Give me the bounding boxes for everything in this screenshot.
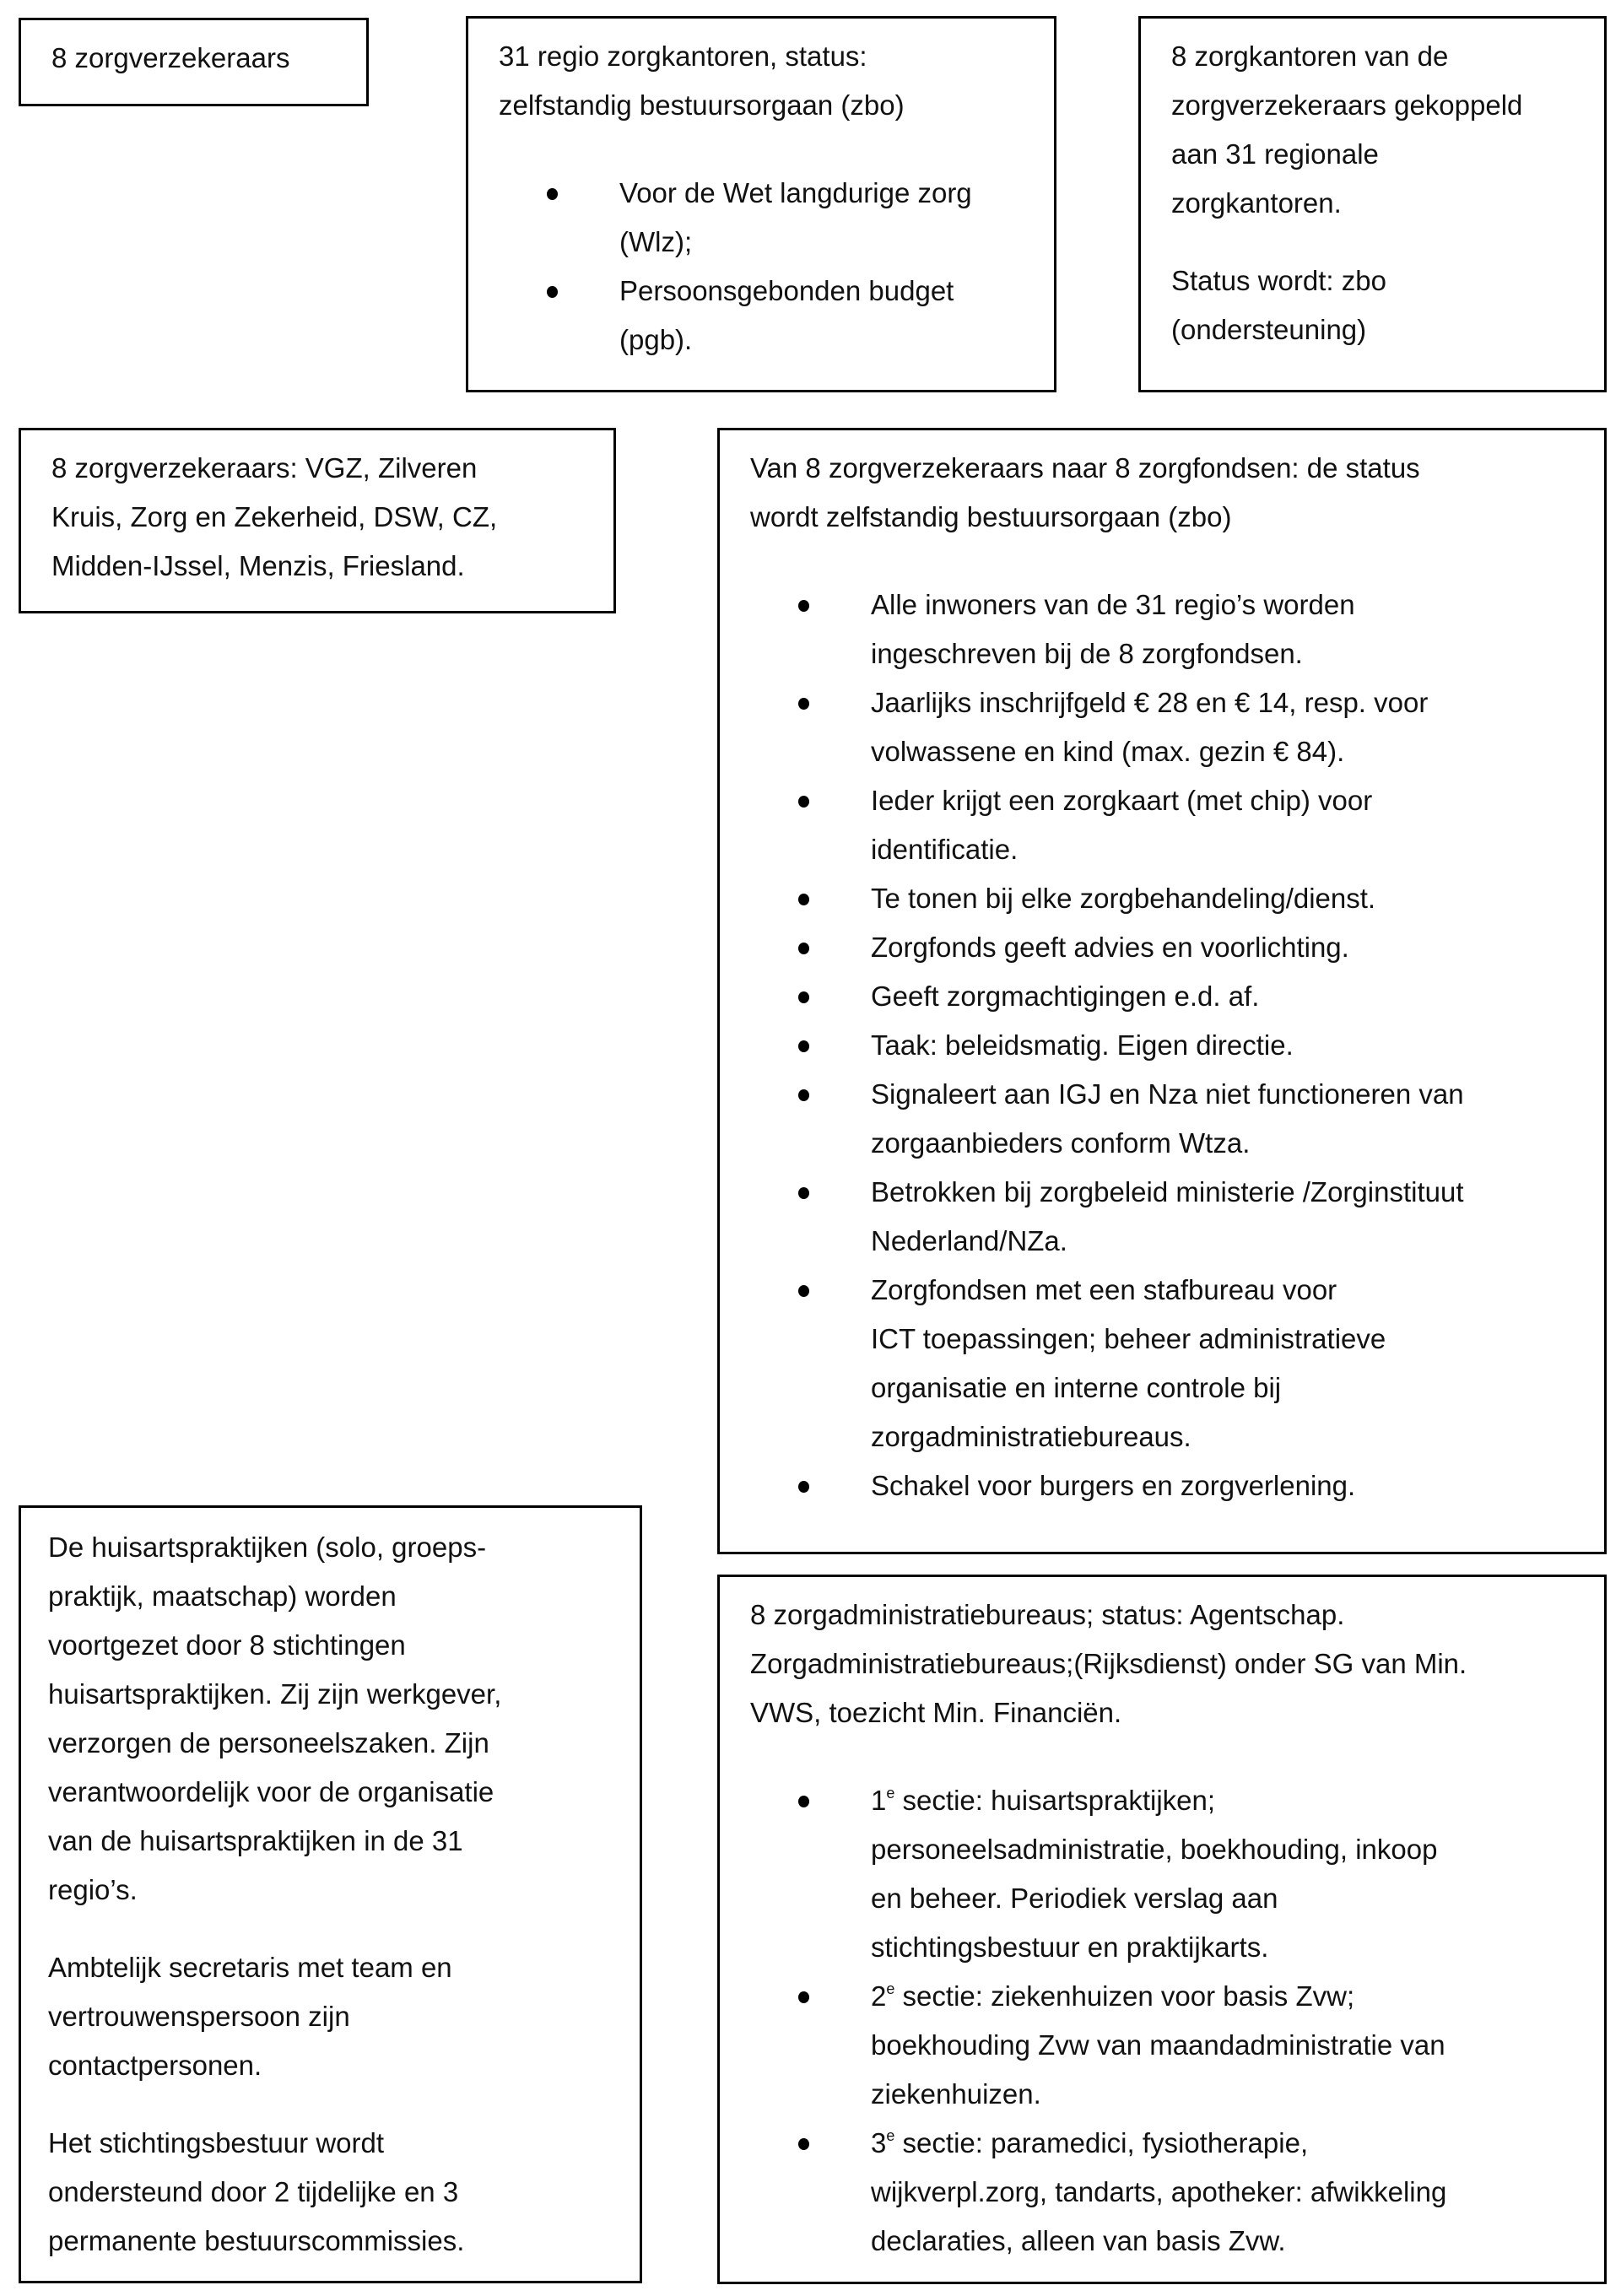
text-line: verantwoordelijk voor de organisatie <box>48 1776 494 1807</box>
text-line: (ondersteuning) <box>1171 314 1367 345</box>
box-gp-practices <box>19 1505 642 2283</box>
text-line: zorgaanbieders conform Wtza. <box>871 1127 1251 1159</box>
text-line: Kruis, Zorg en Zekerheid, DSW, CZ, <box>51 501 498 532</box>
text-line: 8 zorgverzekeraars: VGZ, Zilveren <box>51 452 478 484</box>
text-line: ICT toepassingen; beheer administratieve <box>871 1323 1386 1354</box>
list-item <box>750 2119 1574 2266</box>
text-line: Signaleert aan IGJ en Nza niet functioneren van <box>871 1078 1464 1110</box>
list-item <box>750 1972 1574 2119</box>
text-line: Ieder krijgt een zorgkaart (met chip) voor <box>871 785 1373 816</box>
text-line: Midden-IJssel, Menzis, Friesland. <box>51 550 465 581</box>
text-line: Alle inwoners van de 31 regio’s worden <box>871 589 1355 620</box>
gp-paragraph-2 <box>48 1943 609 2090</box>
list-item <box>499 169 1024 267</box>
list-item <box>750 874 1574 923</box>
regional-bullet-list <box>499 169 1024 365</box>
text-line: voortgezet door 8 stichtingen <box>48 1629 406 1661</box>
text-line: Jaarlijks inschrijfgeld € 28 en € 14, resp. voor <box>871 687 1429 718</box>
regional-heading <box>499 32 1024 130</box>
text-line: Ambtelijk secretaris met team en <box>48 1952 452 1983</box>
section-number: 2 <box>871 1980 887 2012</box>
text-line: Nederland/NZa. <box>871 1225 1067 1256</box>
text-line: Schakel voor burgers en zorgverlening. <box>871 1470 1356 1501</box>
list-item <box>750 1021 1574 1070</box>
text-line: Status wordt: zbo <box>1171 265 1386 296</box>
box-care-funds <box>717 428 1607 1554</box>
ordinal-suffix: e <box>886 1980 895 1997</box>
heading-line: VWS, toezicht Min. Financiën. <box>750 1697 1122 1728</box>
list-item <box>750 581 1574 678</box>
text-line: ondersteund door 2 tijdelijke en 3 <box>48 2176 459 2207</box>
linked-paragraph <box>1171 32 1574 228</box>
text-line: volwassene en kind (max. gezin € 84). <box>871 736 1345 767</box>
text-line: Betrokken bij zorgbeleid ministerie /Zorginstituut <box>871 1176 1464 1207</box>
text-line: zorgverzekeraars gekoppeld <box>1171 89 1523 121</box>
list-item-text: (pgb). <box>619 324 693 355</box>
insurer-list-text <box>51 444 583 591</box>
heading-line: Zorgadministratiebureaus;(Rijksdienst) onder SG van Min. <box>750 1648 1467 1679</box>
gp-paragraph-1 <box>48 1523 609 1915</box>
list-item <box>750 678 1574 776</box>
text-line: van de huisartspraktijken in de 31 <box>48 1825 463 1856</box>
text-line: ingeschreven bij de 8 zorgfondsen. <box>871 638 1303 669</box>
admin-heading <box>750 1591 1574 1737</box>
list-item-text: (Wlz); <box>619 226 693 257</box>
list-item <box>750 1266 1574 1461</box>
list-item <box>750 1070 1574 1168</box>
ordinal-suffix: e <box>886 1785 895 1802</box>
list-item <box>499 267 1024 365</box>
list-item <box>750 776 1574 874</box>
box-regional-care-offices <box>466 16 1056 392</box>
text-line: sectie: ziekenhuizen voor basis Zvw; <box>894 1980 1355 2012</box>
ordinal-suffix: e <box>886 2127 895 2144</box>
heading-line: wordt zelfstandig bestuursorgaan (zbo) <box>750 501 1232 532</box>
text-line: zorgadministratiebureaus. <box>871 1421 1191 1452</box>
heading-line: 31 regio zorgkantoren, status: <box>499 41 867 72</box>
list-item <box>750 923 1574 972</box>
text-line: huisartspraktijken. Zij zijn werkgever, <box>48 1678 502 1710</box>
text-line: contactpersonen. <box>48 2050 262 2081</box>
text-line: regio’s. <box>48 1874 138 1905</box>
box-insurer-list <box>19 428 616 613</box>
text-line: Het stichtingsbestuur wordt <box>48 2127 385 2158</box>
text-line: wijkverpl.zorg, tandarts, apotheker: afwikkeling <box>871 2176 1447 2207</box>
insurers-text: 8 zorgverzekeraars <box>51 42 290 73</box>
box-8-insurers <box>19 18 369 106</box>
text-line: 8 zorgkantoren van de <box>1171 41 1449 72</box>
heading-line: Van 8 zorgverzekeraars naar 8 zorgfondsen: de status <box>750 452 1420 484</box>
text-line: boekhouding Zvw van maandadministratie van <box>871 2029 1445 2061</box>
funds-bullet-list <box>750 581 1574 1510</box>
box-admin-bureaus <box>717 1575 1607 2284</box>
gp-paragraph-3 <box>48 2119 609 2266</box>
text-line: verzorgen de personeelszaken. Zijn <box>48 1727 489 1758</box>
text-line: personeelsadministratie, boekhouding, inkoop <box>871 1834 1438 1865</box>
admin-bullet-list <box>750 1776 1574 2266</box>
text-line: Taak: beleidsmatig. Eigen directie. <box>871 1029 1294 1061</box>
section-number: 3 <box>871 2127 887 2158</box>
text-line: permanente bestuurscommissies. <box>48 2225 465 2256</box>
section-number: 1 <box>871 1785 887 1816</box>
text-line: en beheer. Periodiek verslag aan <box>871 1883 1278 1914</box>
text-line: Zorgfondsen met een stafbureau voor <box>871 1274 1337 1305</box>
funds-heading <box>750 444 1574 542</box>
text-line: zorgkantoren. <box>1171 187 1342 219</box>
list-item <box>750 1776 1574 1972</box>
text-line: aan 31 regionale <box>1171 138 1379 170</box>
text-line: sectie: paramedici, fysiotherapie, <box>894 2127 1309 2158</box>
list-item <box>750 1168 1574 1266</box>
heading-line: zelfstandig bestuursorgaan (zbo) <box>499 89 905 121</box>
list-item-text: Persoonsgebonden budget <box>619 275 954 306</box>
list-item-text: Voor de Wet langdurige zorg <box>619 177 972 208</box>
text-line: sectie: huisartspraktijken; <box>894 1785 1216 1816</box>
linked-status <box>1171 257 1574 354</box>
list-item <box>750 1461 1574 1510</box>
text-line: organisatie en interne controle bij <box>871 1372 1282 1403</box>
box-linked-care-offices <box>1138 16 1607 392</box>
heading-line: 8 zorgadministratiebureaus; status: Agentschap. <box>750 1599 1345 1630</box>
text-line: identificatie. <box>871 834 1019 865</box>
text-line: Te tonen bij elke zorgbehandeling/dienst. <box>871 883 1376 914</box>
list-item <box>750 972 1574 1021</box>
text-line: praktijk, maatschap) worden <box>48 1580 397 1612</box>
text-line: declaraties, alleen van basis Zvw. <box>871 2225 1286 2256</box>
text-line: ziekenhuizen. <box>871 2078 1041 2110</box>
text-line: Zorgfonds geeft advies en voorlichting. <box>871 932 1349 963</box>
text-line: stichtingsbestuur en praktijkarts. <box>871 1931 1269 1963</box>
text-line: Geeft zorgmachtigingen e.d. af. <box>871 981 1260 1012</box>
text-line: De huisartspraktijken (solo, groeps- <box>48 1532 487 1563</box>
text-line: vertrouwenspersoon zijn <box>48 2001 350 2032</box>
